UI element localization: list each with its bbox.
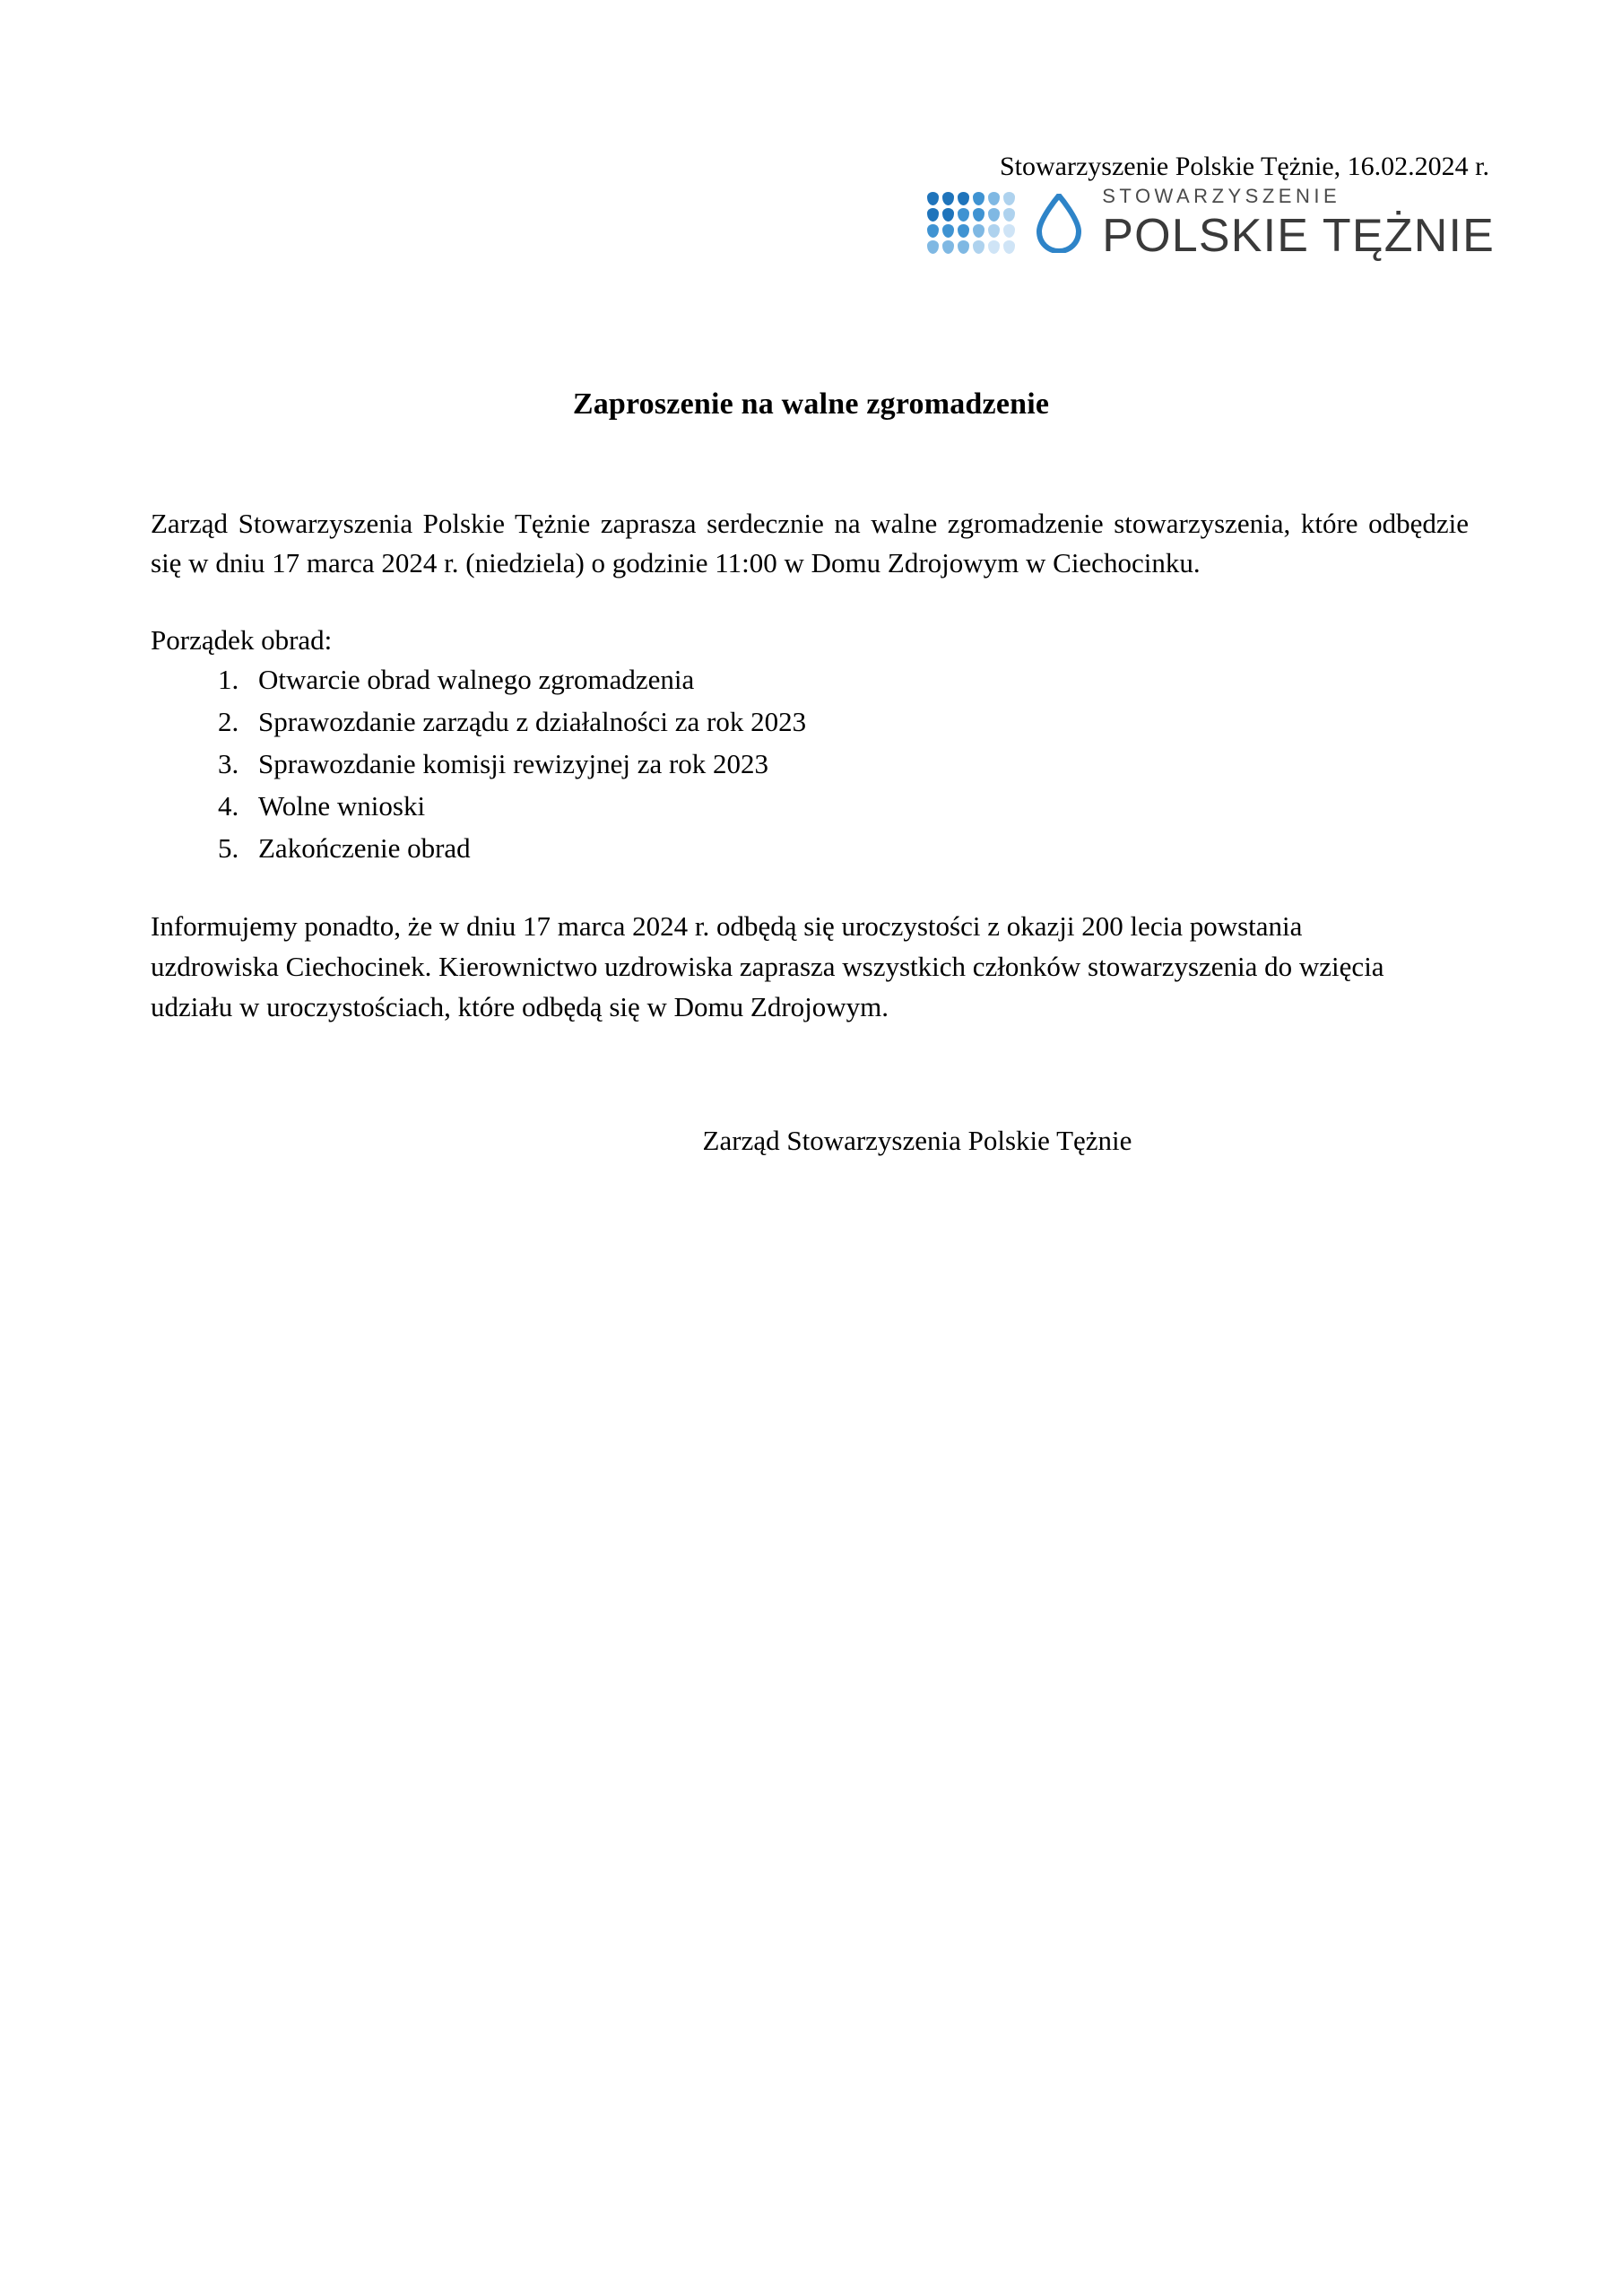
logo-main-text: POLSKIE TĘŻNIE (1102, 210, 1495, 262)
page-title: Zaproszenie na walne zgromadzenie (572, 387, 1050, 421)
intro-paragraph: Zarząd Stowarzyszenia Polskie Tężnie zaprasza serdecznie na walne zgromadzenie stowarzyszenia, które odbędzie się w dniu 17 marca 2024 r. (niedziela) o godzinie 11:00 w Domu Zdrojowym w Ciechocinku. (151, 508, 1469, 579)
list-item: 1. Otwarcie obrad walnego zgromadzenia (246, 660, 1469, 700)
info-paragraph: Informujemy ponadto, że w dniu 17 marca 2024 r. odbędą się uroczystości z okazji 200 lecia powstania uzdrowiska Ciechocinek. Kierownictwo uzdrowiska zaprasza wszystkich członków stowarzyszenia do wzięcia udziału w uroczystościach, które odbędą się w Domu Zdrojowym. (151, 909, 1384, 1022)
organization-logo (927, 185, 1495, 262)
document-body (151, 504, 1469, 1157)
signature-line: Zarząd Stowarzyszenia Polskie Tężnie (702, 1124, 1132, 1156)
list-item: 4. Wolne wnioski (246, 787, 1469, 827)
agenda-label: Porządek obrad: (151, 624, 333, 657)
list-item: 5. Zakończenie obrad (246, 829, 1469, 869)
agenda-list (151, 660, 1469, 869)
droplet-pattern-icon (927, 192, 1016, 255)
org-date-line: Stowarzyszenie Polskie Tężnie, 16.02.2024 r. (999, 152, 1489, 181)
list-item: 3. Sprawozdanie komisji rewizyjnej za rok 2023 (246, 744, 1469, 785)
water-droplet-icon (1034, 194, 1084, 253)
header-org-date (1000, 151, 1489, 183)
logo-wordmark (1102, 185, 1495, 262)
list-item: 2. Sprawozdanie zarządu z działalności za rok 2023 (246, 702, 1469, 743)
logo-top-text: STOWARZYSZENIE (1102, 185, 1341, 207)
